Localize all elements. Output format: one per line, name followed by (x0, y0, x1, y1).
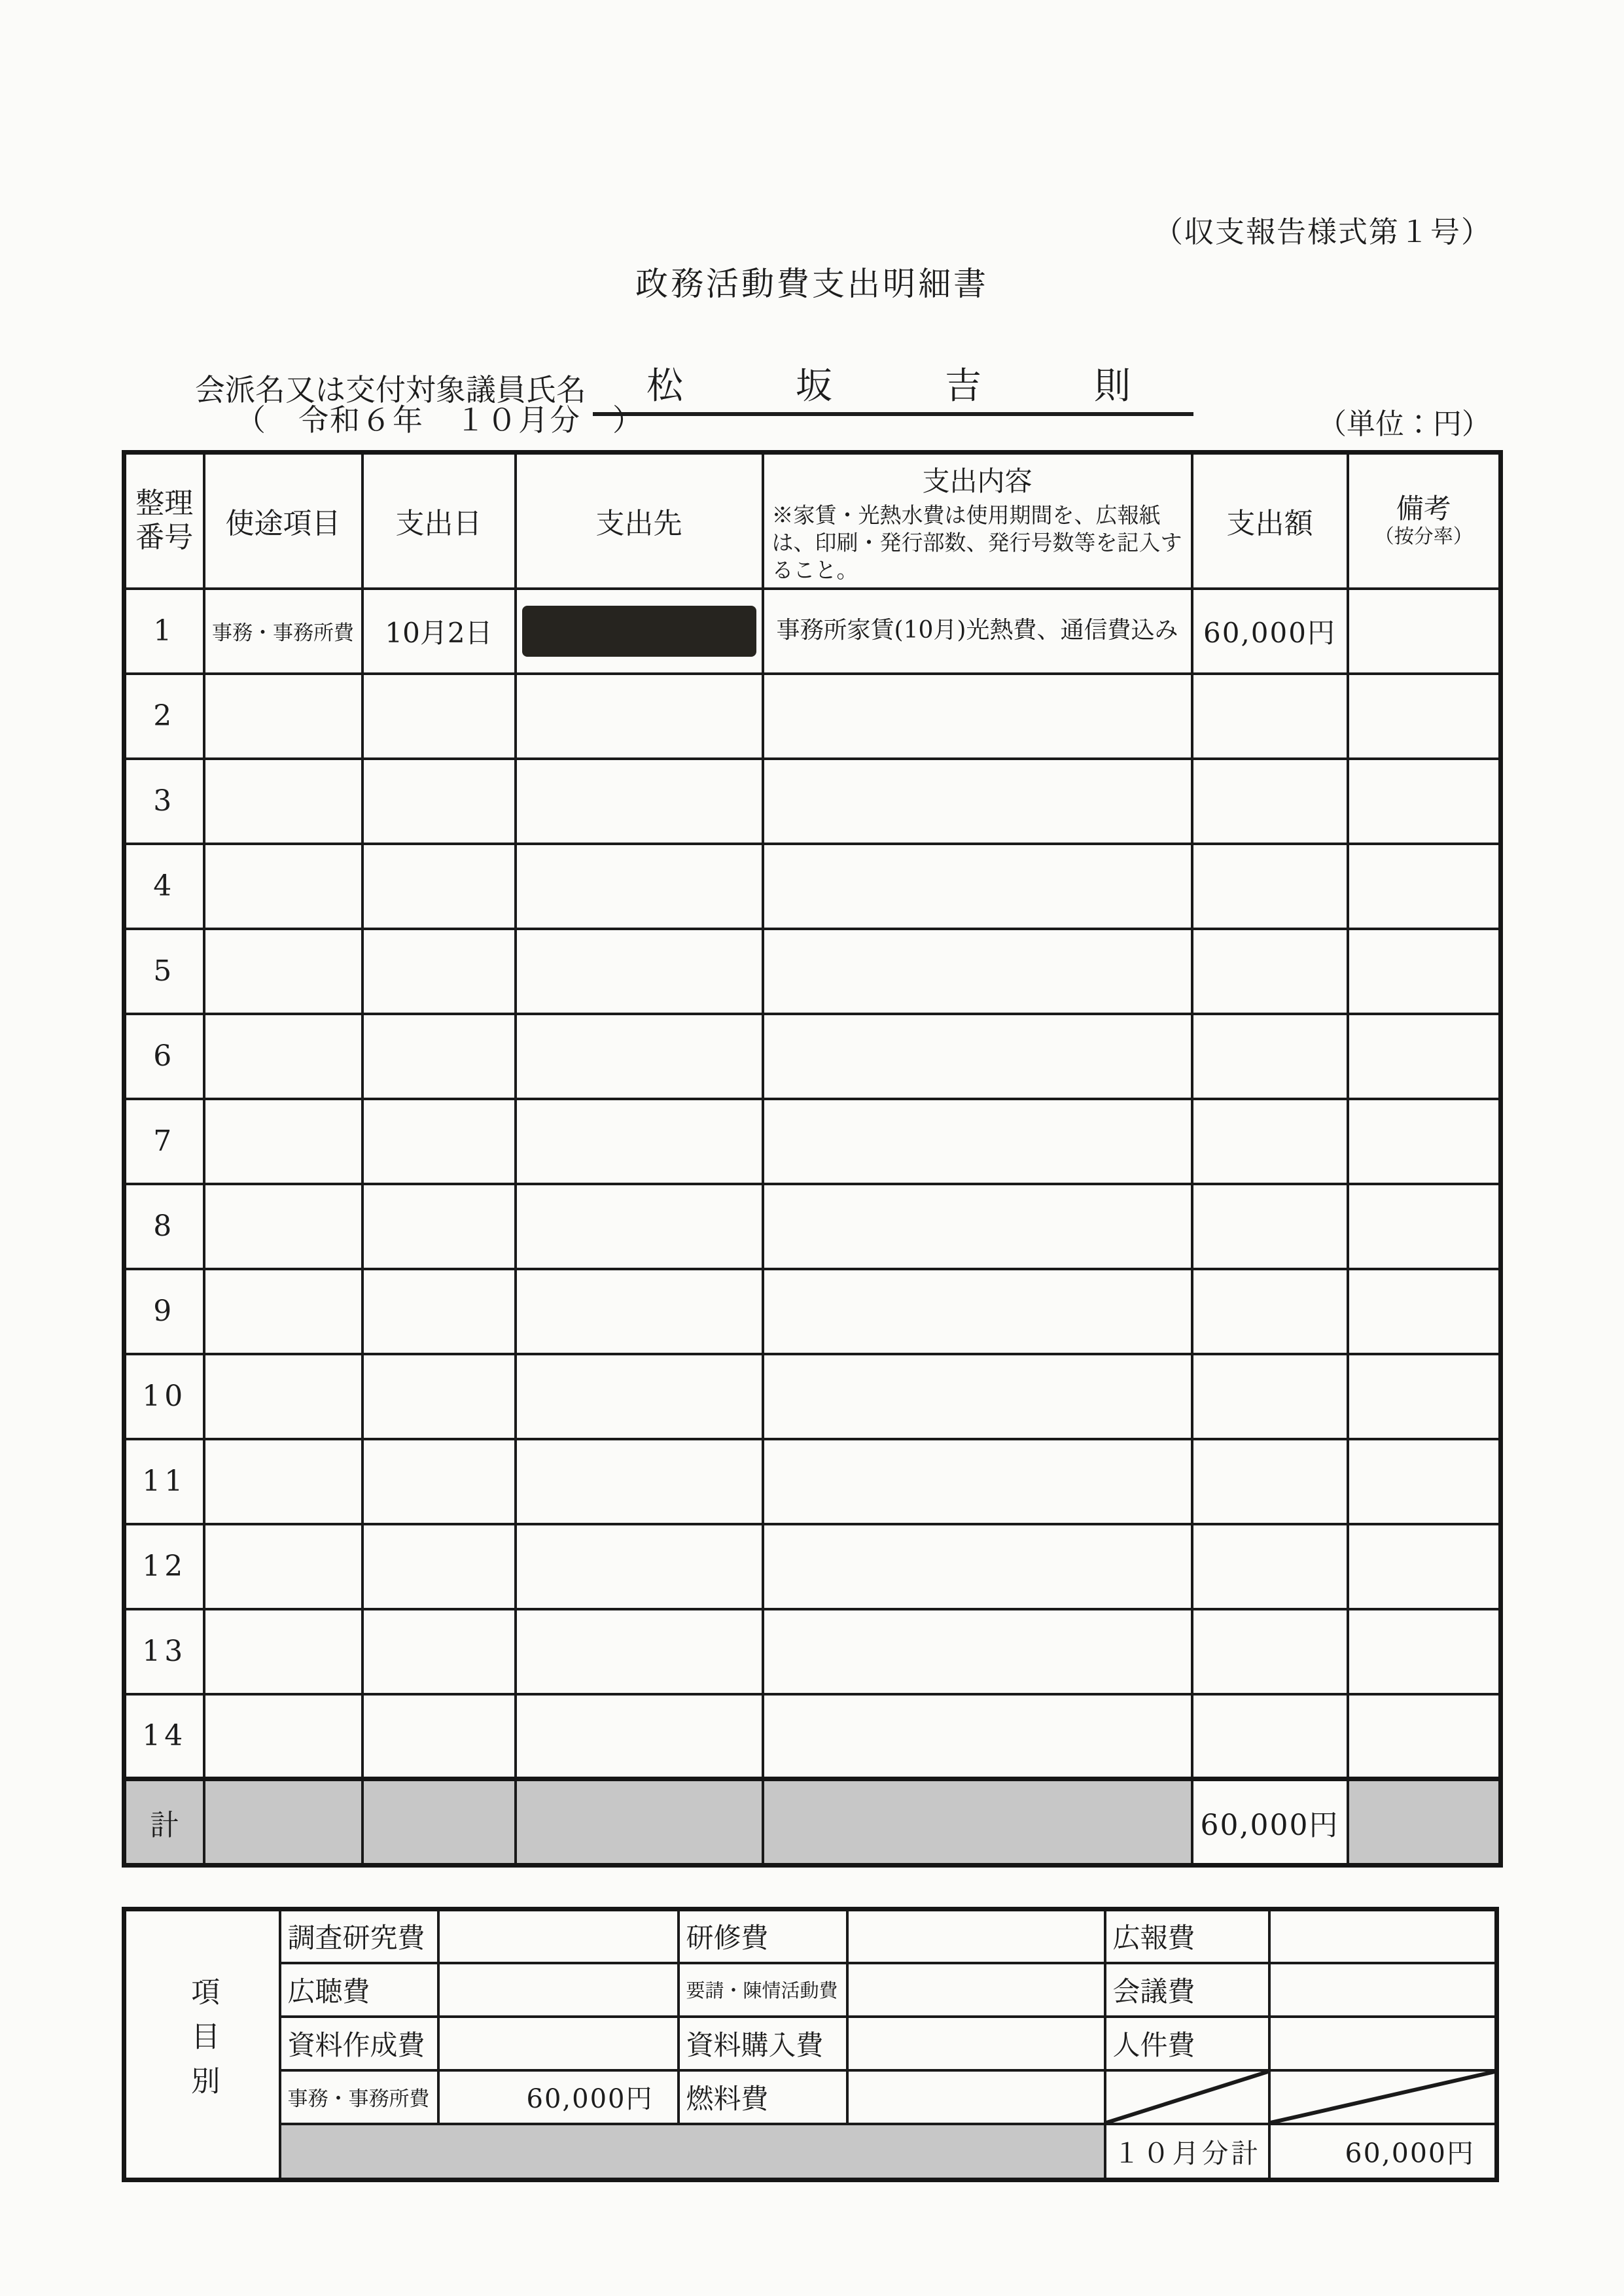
document-title: 政務活動費支出明細書 (635, 265, 989, 303)
row-number: 6 (124, 1014, 204, 1099)
row-detail (763, 929, 1192, 1014)
table-row (124, 1354, 1501, 1439)
row-amount (1192, 929, 1348, 1014)
row-amount (1192, 844, 1348, 929)
row-number: 13 (124, 1609, 204, 1694)
row-detail (763, 1184, 1192, 1269)
row-payee (516, 1354, 763, 1439)
col-header-detail (763, 453, 1192, 589)
row-date (362, 1269, 516, 1354)
category-label: 広聴費 (280, 1963, 438, 2017)
total-amount: 60,000円 (1192, 1779, 1348, 1866)
category-value (438, 1909, 679, 1963)
row-amount (1192, 674, 1348, 759)
category-value (847, 2070, 1105, 2124)
row-amount (1192, 1524, 1348, 1609)
total-date-cell (362, 1779, 516, 1866)
table-row (124, 1269, 1501, 1354)
monthly-total-value: 60,000円 (1269, 2124, 1497, 2180)
row-date (362, 759, 516, 844)
row-payee (516, 844, 763, 929)
total-payee-cell (516, 1779, 763, 1866)
detail-title: 支出内容 (922, 465, 1033, 497)
row-remarks (1348, 1014, 1501, 1099)
row-remarks (1348, 1099, 1501, 1184)
row-number: 4 (124, 844, 204, 929)
category-label: 燃料費 (679, 2070, 847, 2124)
row-remarks (1348, 759, 1501, 844)
row-date (362, 1354, 516, 1439)
crossed-out-cell (1105, 2070, 1269, 2124)
remarks-sublabel: （按分率） (1374, 525, 1473, 548)
row-payee (516, 1694, 763, 1779)
monthly-total-filler (280, 2124, 1105, 2180)
member-name-label: 会派名又は交付対象議員氏名 (195, 372, 586, 408)
total-remarks-cell (1348, 1779, 1501, 1866)
table-row (124, 759, 1501, 844)
col-header-remarks (1348, 453, 1501, 589)
col-header-amount: 支出額 (1192, 453, 1348, 589)
col-header-payee: 支出先 (516, 453, 763, 589)
row-category (204, 1099, 362, 1184)
row-date (362, 674, 516, 759)
row-number: 11 (124, 1439, 204, 1524)
category-value (1269, 1963, 1497, 2017)
monthly-total-label: １０月分計 (1105, 2124, 1269, 2180)
col-header-no: 整理番号 (124, 453, 204, 589)
row-remarks (1348, 589, 1501, 674)
row-date (362, 1439, 516, 1524)
row-detail (763, 1524, 1192, 1609)
row-payee (516, 1184, 763, 1269)
category-row (124, 2017, 1497, 2070)
monthly-total-row (124, 2124, 1497, 2180)
row-remarks (1348, 1609, 1501, 1694)
row-detail (763, 1269, 1192, 1354)
row-remarks (1348, 1269, 1501, 1354)
table-row (124, 1524, 1501, 1609)
row-date (362, 1014, 516, 1099)
member-name-underline (593, 412, 1193, 416)
row-date (362, 1184, 516, 1269)
category-label: 人件費 (1105, 2017, 1269, 2070)
row-remarks (1348, 674, 1501, 759)
table-row (124, 1184, 1501, 1269)
category-side-label: 項目別 (186, 1976, 220, 2110)
expense-table (122, 450, 1503, 1868)
table-row (124, 589, 1501, 674)
row-remarks (1348, 1439, 1501, 1524)
row-number: 9 (124, 1269, 204, 1354)
row-category (204, 929, 362, 1014)
row-category (204, 674, 362, 759)
row-payee (516, 759, 763, 844)
row-remarks (1348, 1694, 1501, 1779)
row-number: 8 (124, 1184, 204, 1269)
row-date (362, 1524, 516, 1609)
expense-table-header (124, 453, 1501, 589)
row-amount (1192, 1269, 1348, 1354)
category-label: 研修費 (679, 1909, 847, 1963)
category-label: 事務・事務所費 (280, 2070, 438, 2124)
row-detail (763, 1609, 1192, 1694)
row-detail (763, 1014, 1192, 1099)
category-row (124, 2070, 1497, 2124)
diagonal-line-icon (1106, 2072, 1268, 2123)
table-row (124, 929, 1501, 1014)
member-name-value: 松坂吉則 (646, 365, 1243, 408)
row-number: 7 (124, 1099, 204, 1184)
row-detail (763, 844, 1192, 929)
row-detail (763, 1354, 1192, 1439)
table-row (124, 1099, 1501, 1184)
row-amount (1192, 1609, 1348, 1694)
report-period: （ 令和６年 １０月分 ） (236, 402, 644, 438)
row-category (204, 1609, 362, 1694)
row-date (362, 844, 516, 929)
row-remarks (1348, 1524, 1501, 1609)
table-row (124, 674, 1501, 759)
row-category (204, 759, 362, 844)
row-category (204, 1354, 362, 1439)
row-detail: 事務所家賃(10月)光熱費、通信費込み (763, 589, 1192, 674)
row-payee (516, 1439, 763, 1524)
row-category (204, 1184, 362, 1269)
category-value (438, 1963, 679, 2017)
redacted-payee-box (522, 606, 756, 657)
row-detail (763, 674, 1192, 759)
category-label: 調査研究費 (280, 1909, 438, 1963)
row-amount: 60,000円 (1192, 589, 1348, 674)
col-header-category: 使途項目 (204, 453, 362, 589)
category-row (124, 1963, 1497, 2017)
row-amount (1192, 1184, 1348, 1269)
row-category (204, 1014, 362, 1099)
row-payee (516, 1014, 763, 1099)
row-amount (1192, 1354, 1348, 1439)
row-number: 12 (124, 1524, 204, 1609)
category-side-label-cell (124, 1909, 280, 2180)
category-value (1269, 2017, 1497, 2070)
row-detail (763, 759, 1192, 844)
row-date (362, 929, 516, 1014)
category-summary-table (122, 1907, 1499, 2182)
row-payee (516, 589, 763, 674)
remarks-label: 備考 (1396, 493, 1451, 525)
row-remarks (1348, 1354, 1501, 1439)
row-remarks (1348, 929, 1501, 1014)
row-number: 3 (124, 759, 204, 844)
row-category (204, 844, 362, 929)
row-date (362, 1694, 516, 1779)
category-row (124, 1909, 1497, 1963)
row-category: 事務・事務所費 (204, 589, 362, 674)
total-category-cell (204, 1779, 362, 1866)
form-code-label: （収支報告様式第１号） (1153, 215, 1492, 249)
category-value (847, 1909, 1105, 1963)
row-amount (1192, 1099, 1348, 1184)
category-label: 広報費 (1105, 1909, 1269, 1963)
category-label: 資料作成費 (280, 2017, 438, 2070)
row-category (204, 1439, 362, 1524)
total-label: 計 (124, 1779, 204, 1866)
row-amount (1192, 1694, 1348, 1779)
category-value (847, 2017, 1105, 2070)
table-row (124, 1439, 1501, 1524)
row-payee (516, 929, 763, 1014)
row-number: 14 (124, 1694, 204, 1779)
table-row (124, 1609, 1501, 1694)
detail-note: ※家賃・光熱水費は使用期間を、広報紙は、印刷・発行部数、発行号数等を記入すること。 (771, 502, 1182, 583)
row-number: 1 (124, 589, 204, 674)
row-date: 10月2日 (362, 589, 516, 674)
row-amount (1192, 759, 1348, 844)
row-detail (763, 1694, 1192, 1779)
category-label: 資料購入費 (679, 2017, 847, 2070)
total-row (124, 1779, 1501, 1866)
unit-label: （単位：円） (1318, 408, 1491, 441)
category-label: 要請・陳情活動費 (679, 1963, 847, 2017)
category-label: 会議費 (1105, 1963, 1269, 2017)
col-header-date: 支出日 (362, 453, 516, 589)
row-payee (516, 1269, 763, 1354)
row-number: 2 (124, 674, 204, 759)
category-value (1269, 1909, 1497, 1963)
row-detail (763, 1099, 1192, 1184)
row-payee (516, 1609, 763, 1694)
row-payee (516, 1099, 763, 1184)
row-amount (1192, 1014, 1348, 1099)
row-number: 10 (124, 1354, 204, 1439)
row-detail (763, 1439, 1192, 1524)
row-remarks (1348, 1184, 1501, 1269)
row-amount (1192, 1439, 1348, 1524)
category-value: 60,000円 (438, 2070, 679, 2124)
row-number: 5 (124, 929, 204, 1014)
category-value (438, 2017, 679, 2070)
row-date (362, 1099, 516, 1184)
diagonal-line-icon (1271, 2072, 1495, 2123)
category-value (847, 1963, 1105, 2017)
total-detail-cell (763, 1779, 1192, 1866)
row-category (204, 1524, 362, 1609)
row-date (362, 1609, 516, 1694)
row-payee (516, 1524, 763, 1609)
table-row (124, 1694, 1501, 1779)
crossed-out-cell (1269, 2070, 1497, 2124)
row-category (204, 1269, 362, 1354)
row-payee (516, 674, 763, 759)
table-row (124, 1014, 1501, 1099)
row-category (204, 1694, 362, 1779)
table-row (124, 844, 1501, 929)
row-remarks (1348, 844, 1501, 929)
